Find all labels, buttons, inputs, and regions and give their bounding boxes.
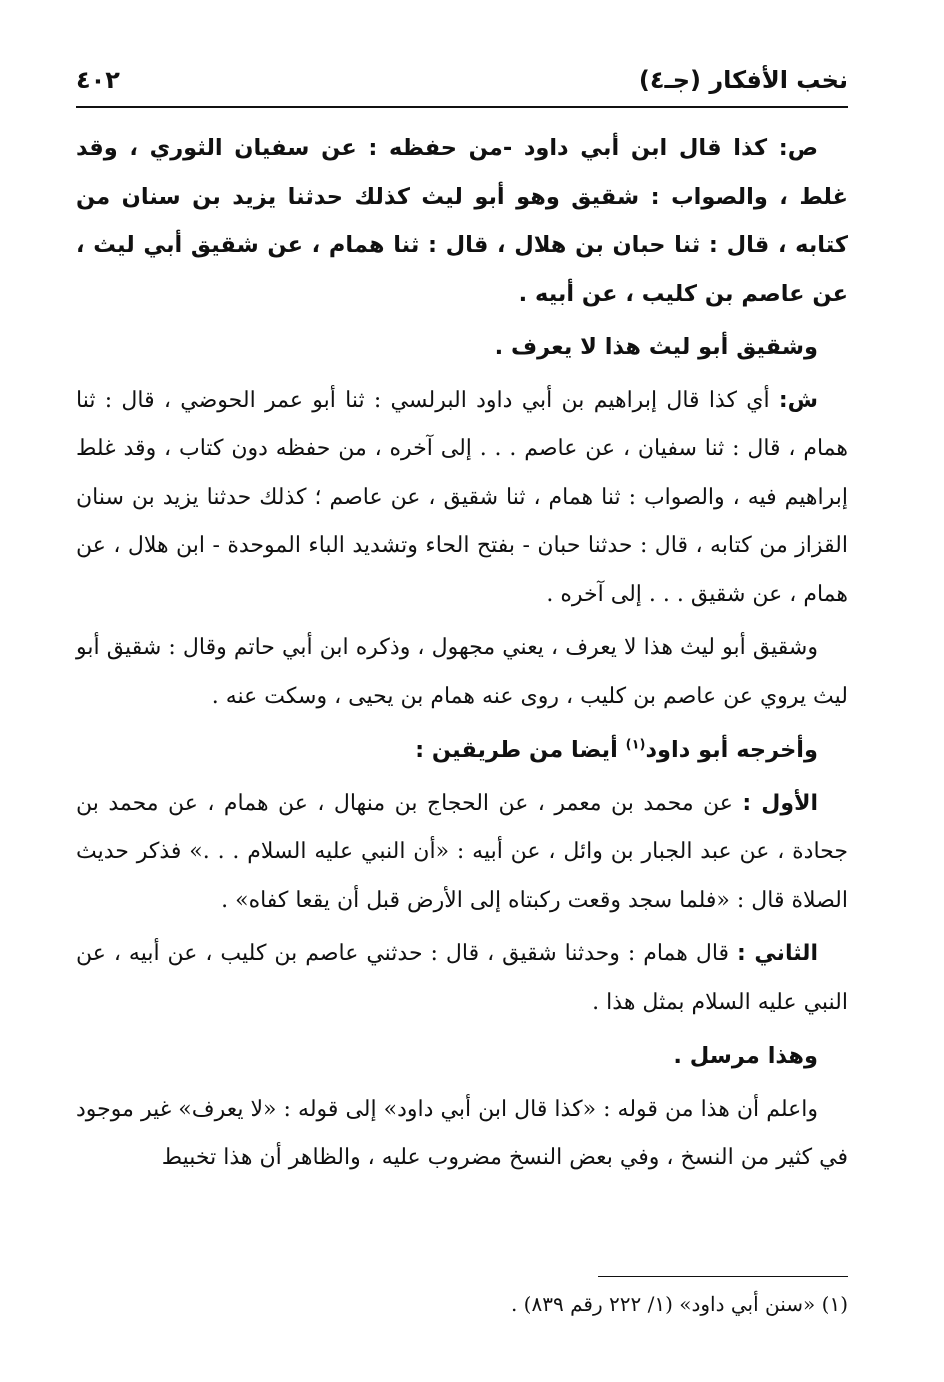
matn-paragraph bbox=[76, 1032, 848, 1081]
page-header bbox=[76, 58, 848, 102]
paragraph-text: وشقيق أبو ليث هذا لا يعرف ، يعني مجهول ، وذكره ابن أبي حاتم وقال : شقيق أبو ليث يروي عن عاصم بن كليب ، روى عنه همام بن يحيى ، وسكت عنه . bbox=[76, 635, 848, 709]
matn-paragraph bbox=[76, 323, 848, 372]
paragraph-text: وهذا مرسل . bbox=[673, 1043, 818, 1069]
footnote-rule bbox=[598, 1276, 848, 1277]
paragraph-text: قال همام : وحدثنا شقيق ، قال : حدثني عاصم بن كليب ، عن أبيه ، عن النبي عليه السلام بمثل هذا . bbox=[76, 941, 848, 1015]
matn-paragraph bbox=[76, 726, 848, 775]
footnote bbox=[76, 1284, 848, 1324]
footnote-text: (١) «سنن أبي داود» (١/ ٢٢٢ رقم ٨٣٩) . bbox=[510, 1292, 848, 1316]
paragraph-text: واعلم أن هذا من قوله : «كذا قال ابن أبي داود» إلى قوله : «لا يعرف» غير موجود في كثير من النسخ ، وفي بعض النسخ مضروب عليه ، والظاهر أن هذا تخبيط bbox=[76, 1096, 848, 1170]
paragraph-text: كذا قال ابن أبي داود -من حفظه : عن سفيان الثوري ، وقد غلط ، والصواب : شقيق وهو أبو ليث كذلك حدثنا يزيد بن سنان من كتابه ، قال : ثنا حبان بن هلال ، قال : ثنا همام ، عن شقيق أبي ليث ، عن عاصم بن كليب ، عن أبيه . bbox=[76, 135, 848, 307]
header-rule bbox=[76, 106, 848, 108]
paragraph-lead: الثاني : bbox=[737, 941, 818, 966]
sharh-paragraph bbox=[76, 624, 848, 721]
sharh-paragraph bbox=[76, 377, 848, 620]
page-number: ٤٠٢ bbox=[76, 66, 120, 94]
paragraph-text: أيضا من طريقين : bbox=[415, 737, 626, 763]
sharh-paragraph bbox=[76, 780, 848, 926]
paragraph-lead: الأول : bbox=[742, 790, 818, 816]
running-title: نخب الأفكار (جـ٤) bbox=[638, 66, 848, 94]
sharh-paragraph bbox=[76, 930, 848, 1027]
page-body bbox=[76, 124, 848, 1188]
paragraph-text: وشقيق أبو ليث هذا لا يعرف . bbox=[494, 334, 818, 360]
paragraph-text: أي كذا قال إبراهيم بن أبي داود البرلسي : ثنا أبو عمر الحوضي ، قال : ثنا همام ، قال : ثنا سفيان ، عن عاصم . . . إلى آخره ، من حفظه دون كتاب ، وقد غلط إبراهيم فيه ، والصواب : ثنا همام ، ثنا شقيق ، عن عاصم ؛ كذلك حدثنا يزيد بن سنان القزاز من كتابه ، قال : حدثنا حبان - بفتح الحاء وتشديد الباء الموحدة - ابن هلال ، عن همام ، عن شقيق . . . إلى آخره . bbox=[76, 387, 848, 607]
matn-paragraph bbox=[76, 124, 848, 318]
sharh-paragraph bbox=[76, 1086, 848, 1183]
paragraph-text: وأخرجه أبو داود bbox=[645, 737, 818, 763]
footnote-marker: (١) bbox=[625, 737, 646, 753]
paragraph-lead: ص: bbox=[778, 135, 818, 161]
paragraph-lead: ش: bbox=[778, 387, 818, 413]
paragraph-text: عن محمد بن معمر ، عن الحجاج بن منهال ، عن همام ، عن محمد بن جحادة ، عن عبد الجبار بن وائل ، عن أبيه : «أن النبي عليه السلام . . .» فذكر حديث الصلاة قال : «فلما سجد وقعت ركبتاه إلى الأرض قبل أن يقعا كفاه» . bbox=[76, 790, 848, 913]
